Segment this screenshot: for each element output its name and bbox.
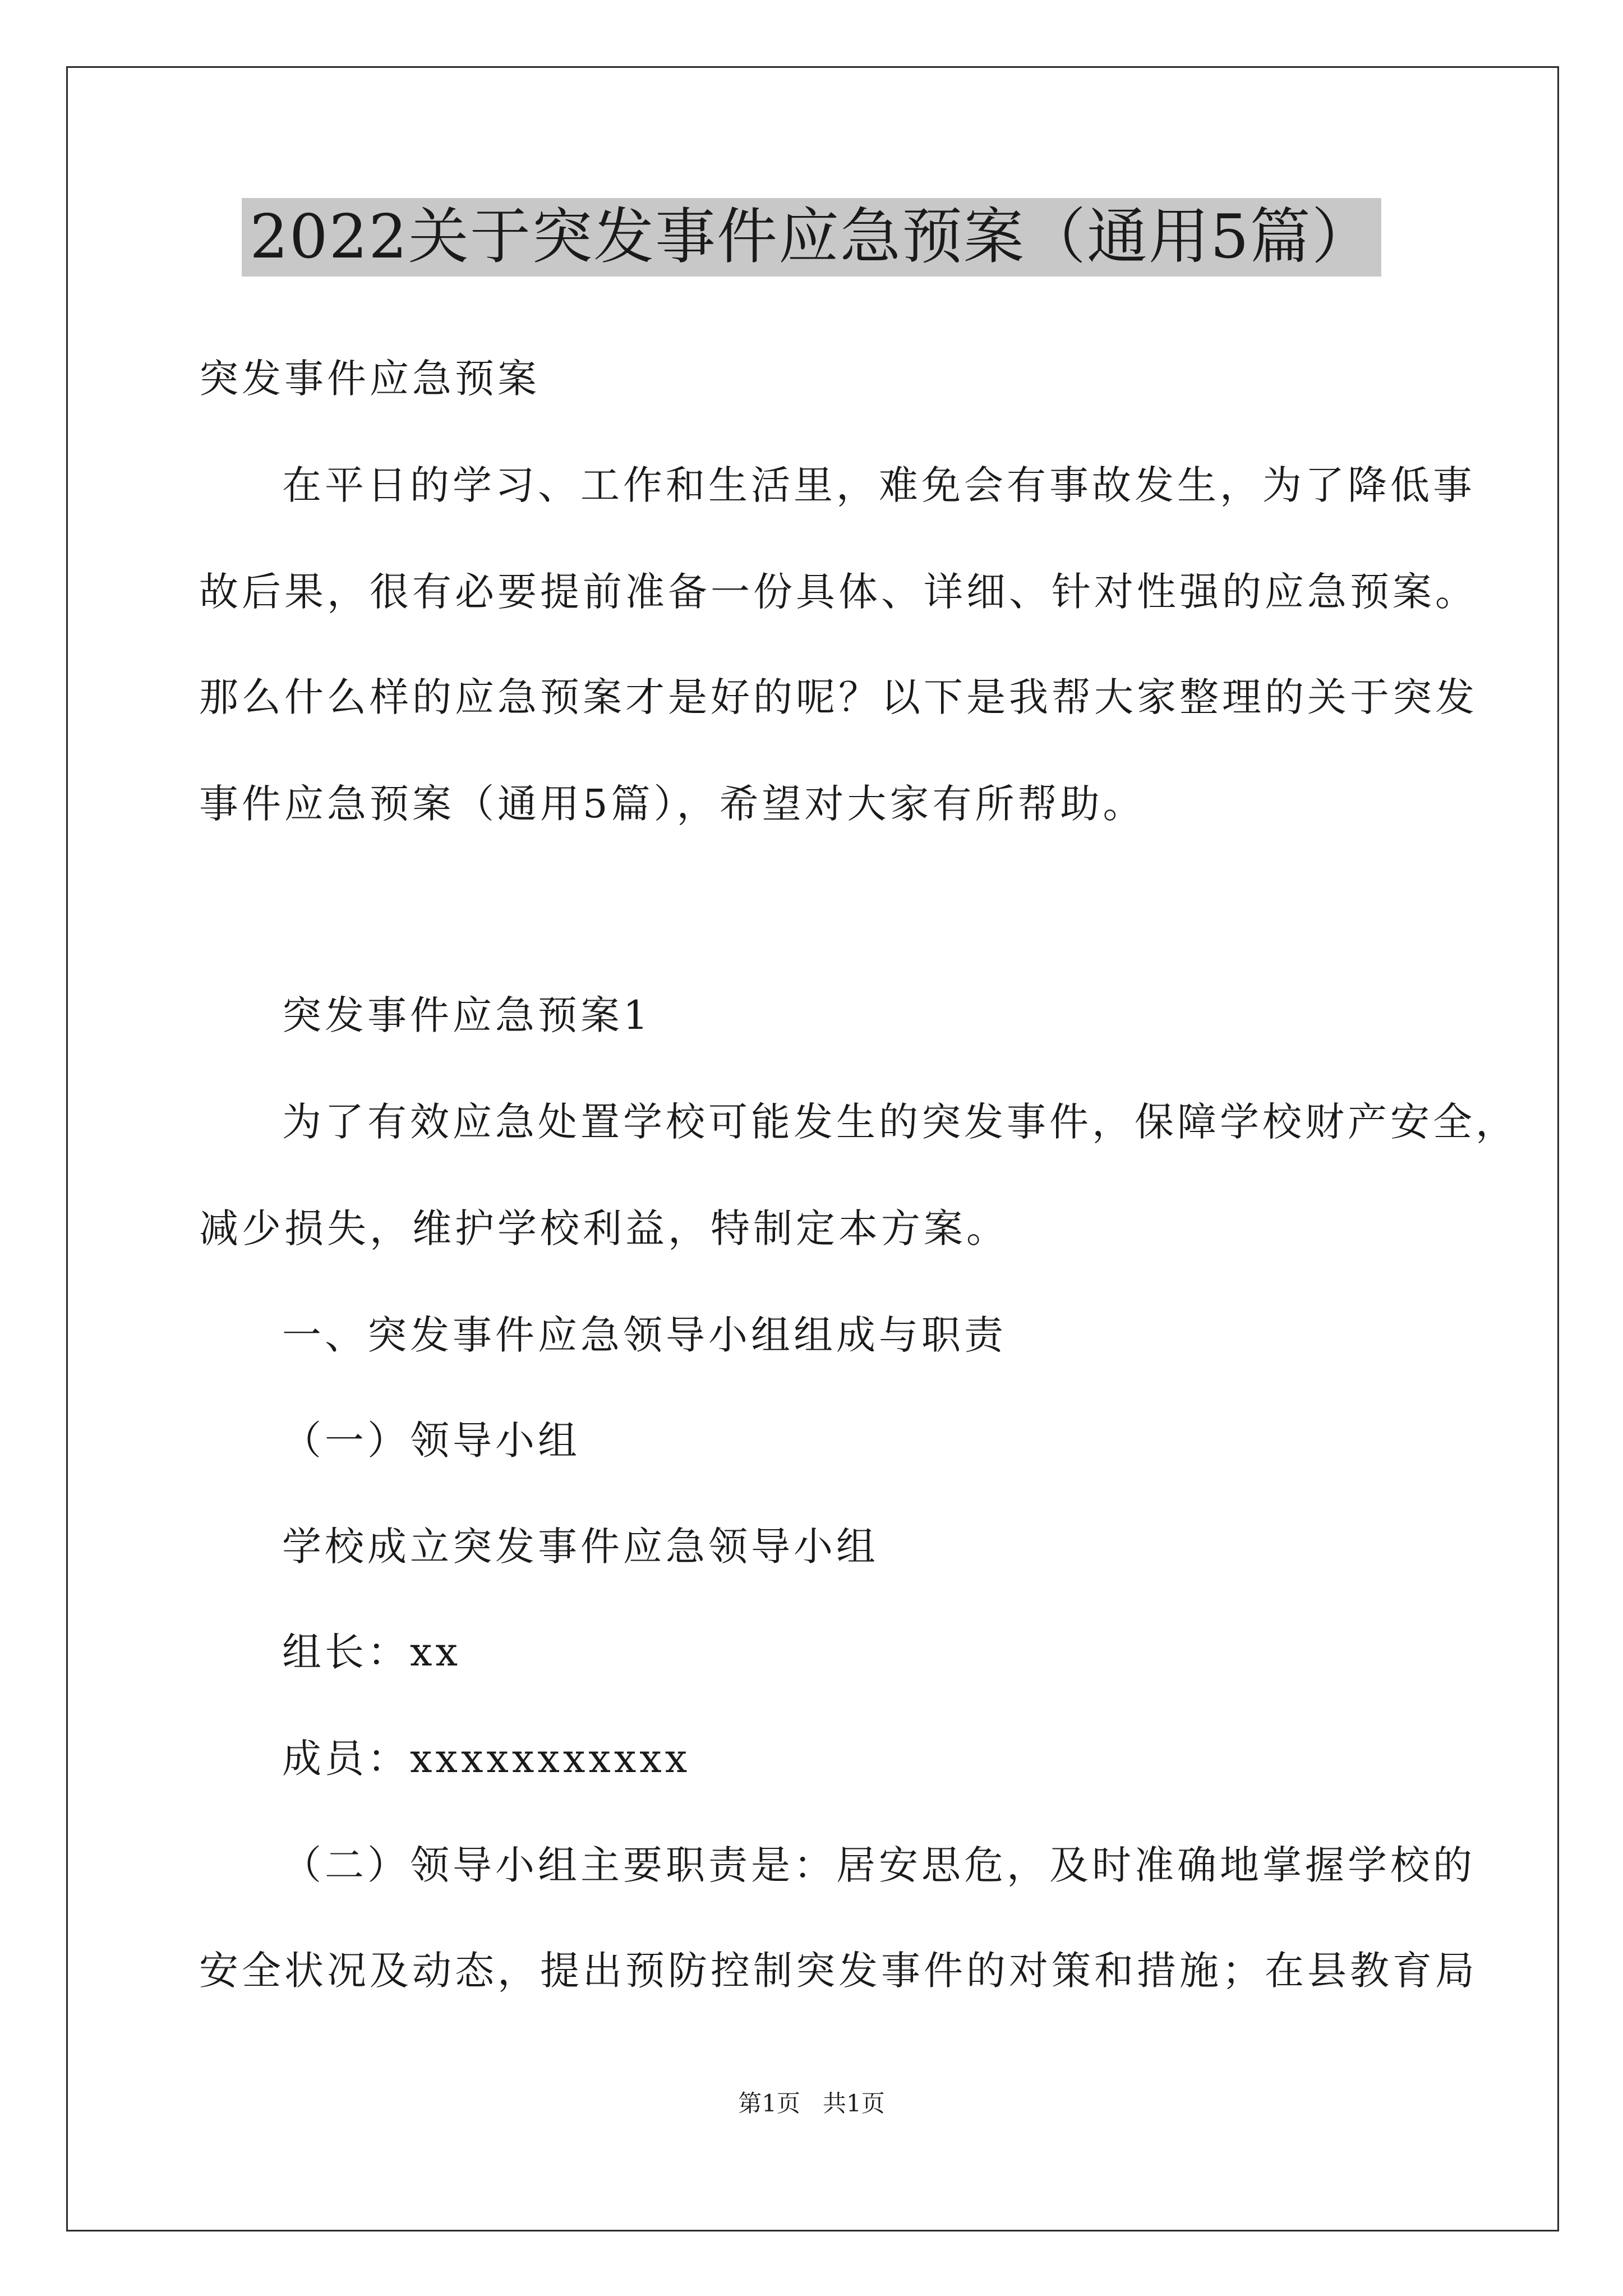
paragraph-line: 事件应急预案（通用5篇），希望对大家有所帮助。 bbox=[199, 781, 1146, 827]
document-title: 2022关于突发事件应急预案（通用5篇） bbox=[242, 198, 1381, 277]
paragraph-line: 一、突发事件应急领导小组组成与职责 bbox=[282, 1312, 1007, 1358]
paragraph-line: 成员：xxxxxxxxxxx bbox=[282, 1736, 691, 1782]
paragraph-line: 组长：xx bbox=[282, 1629, 461, 1675]
section-heading: 突发事件应急预案1 bbox=[282, 992, 652, 1038]
page-footer: 第1页 共1页 bbox=[738, 2090, 885, 2117]
paragraph-line: 在平日的学习、工作和生活里，难免会有事故发生，为了降低事 bbox=[282, 462, 1476, 508]
paragraph-line: 故后果，很有必要提前准备一份具体、详细、针对性强的应急预案。 bbox=[199, 569, 1478, 615]
section-heading: 突发事件应急预案 bbox=[199, 356, 540, 402]
paragraph-line: 安全状况及动态，提出预防控制突发事件的对策和措施；在县教育局 bbox=[199, 1948, 1478, 1994]
paragraph-line: 学校成立突发事件应急领导小组 bbox=[282, 1524, 879, 1570]
title-container bbox=[0, 198, 1623, 277]
paragraph-line: （二）领导小组主要职责是：居安思危，及时准确地掌握学校的 bbox=[282, 1842, 1476, 1888]
paragraph-line: 那么什么样的应急预案才是好的呢？以下是我帮大家整理的关于突发 bbox=[199, 674, 1478, 720]
paragraph-line: （一）领导小组 bbox=[282, 1418, 580, 1464]
paragraph-line: 减少损失，维护学校利益，特制定本方案。 bbox=[199, 1205, 1009, 1251]
paragraph-line: 为了有效应急处置学校可能发生的突发事件，保障学校财产安全， bbox=[282, 1099, 1518, 1145]
